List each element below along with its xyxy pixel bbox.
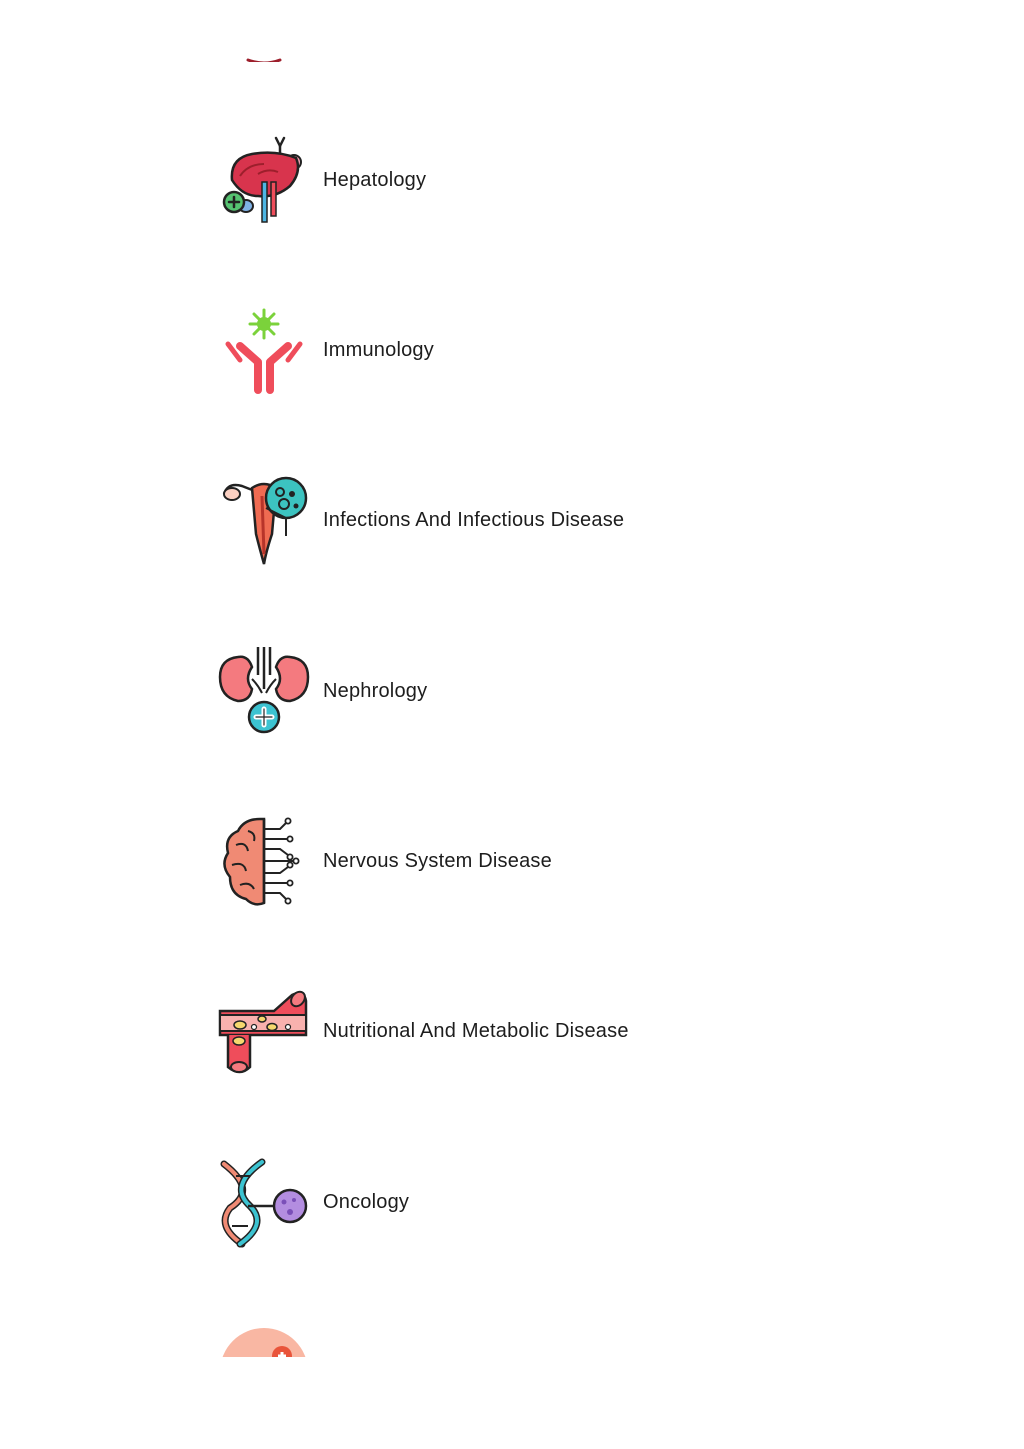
list-item-hepatology[interactable]	[218, 134, 426, 226]
uterus-infection-icon	[218, 474, 310, 566]
category-label-nutritional-metabolic: Nutritional And Metabolic Disease	[323, 1019, 629, 1042]
list-item-nutritional-metabolic[interactable]	[218, 985, 629, 1077]
category-label-nervous-system: Nervous System Disease	[323, 849, 552, 872]
category-label-oncology: Oncology	[323, 1190, 410, 1213]
list-item-oncology[interactable]	[218, 1156, 409, 1248]
category-label-immunology: Immunology	[323, 338, 434, 361]
blood-vessel-icon	[218, 985, 310, 1077]
category-label-hepatology: Hepatology	[323, 168, 427, 191]
kidneys-icon	[218, 645, 310, 737]
category-label-nephrology: Nephrology	[323, 679, 428, 702]
brain-icon	[218, 815, 310, 907]
list-item-partial-top[interactable]	[218, 0, 310, 62]
category-label-infections: Infections And Infectious Disease	[323, 508, 625, 531]
partial-icon-bottom	[218, 1326, 310, 1357]
partial-icon	[218, 0, 310, 62]
antibody-icon	[218, 304, 310, 396]
dna-cell-icon	[218, 1156, 310, 1248]
bottom-whitespace	[0, 1357, 1024, 1449]
list-item-partial-bottom[interactable]	[218, 1326, 310, 1357]
list-item-nervous-system[interactable]	[218, 815, 552, 907]
liver-icon	[218, 134, 310, 226]
list-item-nephrology[interactable]	[218, 645, 427, 737]
list-item-immunology[interactable]	[218, 304, 434, 396]
list-item-infections[interactable]	[218, 474, 624, 566]
